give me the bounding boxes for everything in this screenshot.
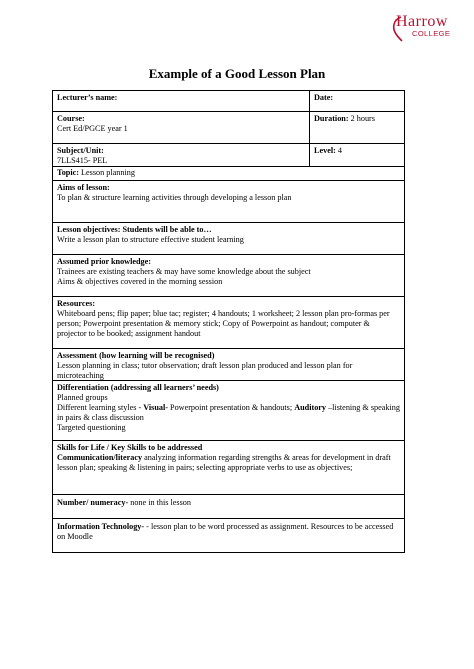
- prior-knowledge-cell: [53, 255, 404, 296]
- subject-value: 7LLS415- PEL: [57, 156, 108, 165]
- duration-cell: [310, 112, 404, 143]
- logo-subtitle: COLLEGE: [412, 29, 451, 38]
- visual-text: Powerpoint presentation & handouts;: [167, 403, 295, 412]
- skills-cell: [53, 441, 404, 494]
- prior-knowledge-line: Aims & objectives covered in the morning session: [57, 277, 223, 286]
- differentiation-line: Targeted questioning: [57, 423, 126, 432]
- row-topic: [52, 167, 405, 181]
- lecturer-label: Lecturer’s name:: [57, 93, 118, 102]
- lesson-plan-table: [52, 90, 405, 553]
- row-differentiation: [52, 381, 405, 441]
- date-label: Date:: [314, 93, 334, 102]
- row-numeracy: [52, 495, 405, 519]
- row-subject-level: [52, 144, 405, 167]
- differentiation-learning-styles: [57, 403, 400, 423]
- numeracy-label: Number/ numeracy-: [57, 498, 129, 507]
- differentiation-line: Planned groups: [57, 393, 108, 402]
- resources-label: Resources:: [57, 299, 96, 308]
- it-value: - lesson plan to be word processed as assignment. Resources to be accessed on Moodle: [57, 522, 394, 541]
- prior-knowledge-label: Assumed prior knowledge:: [57, 257, 152, 266]
- row-assessment: [52, 349, 405, 381]
- page-title: Example of a Good Lesson Plan: [148, 66, 326, 81]
- topic-value: Lesson planning: [79, 168, 135, 177]
- course-value: Cert Ed/PGCE year 1: [57, 124, 128, 133]
- assessment-value: Lesson planning in class; tutor observation; draft lesson plan produced and lesson plan for microteaching: [57, 361, 353, 380]
- duration-label: Duration:: [314, 114, 349, 123]
- auditory-label: Auditory: [294, 403, 327, 412]
- resources-value: Whiteboard pens; flip paper; blue tac; register; 4 handouts; 1 worksheet; 2 lesson plan pro-formas per person; Powerpoint presentation & memory stick; Copy of Powerpoint as handout; computer & projector to be booked; assignment handout: [57, 309, 390, 338]
- skills-label: Skills for Life / Key Skills to be addressed: [57, 443, 203, 452]
- numeracy-cell: [53, 495, 404, 518]
- row-lecturer-date: [52, 90, 405, 112]
- it-label: Information Technology-: [57, 522, 145, 531]
- duration-value: 2 hours: [348, 114, 375, 123]
- level-value: 4: [335, 146, 342, 155]
- topic-cell: [53, 167, 404, 180]
- assessment-cell: [53, 349, 404, 380]
- harrow-college-logo: [390, 14, 464, 46]
- level-label: Level:: [314, 146, 336, 155]
- resources-cell: [53, 297, 404, 348]
- subject-cell: [53, 144, 310, 166]
- level-cell: [310, 144, 404, 166]
- visual-label: Visual-: [143, 403, 168, 412]
- differentiation-cell: [53, 381, 404, 440]
- communication-text: [57, 453, 391, 472]
- row-prior-knowledge: [52, 255, 405, 297]
- course-label: Course:: [57, 114, 85, 123]
- communication-label: Communication/literacy: [57, 453, 143, 462]
- row-aims: [52, 181, 405, 223]
- row-course-duration: [52, 112, 405, 144]
- row-information-technology: [52, 519, 405, 553]
- objectives-label: Lesson objectives: Students will be able to…: [57, 225, 212, 234]
- row-skills: [52, 441, 405, 495]
- auditory-text: –listening & speaking in pairs & class discussion: [57, 403, 400, 422]
- subject-label: Subject/Unit:: [57, 146, 104, 155]
- differentiation-label: Differentiation (addressing all learners’ needs): [57, 383, 219, 392]
- row-resources: [52, 297, 405, 349]
- date-cell: [310, 91, 404, 111]
- objectives-value: Write a lesson plan to structure effective student learning: [57, 235, 244, 244]
- numeracy-value: none in this lesson: [128, 498, 191, 507]
- aims-cell: [53, 181, 404, 222]
- it-cell: [53, 519, 404, 552]
- assessment-label: Assessment (how learning will be recognised): [57, 351, 215, 360]
- course-cell: [53, 112, 310, 143]
- aims-label: Aims of lesson:: [57, 183, 110, 192]
- learning-styles-text: Different learning styles -: [57, 403, 144, 412]
- communication-value: analyzing information regarding strengths & areas for development in draft lesson plan; speaking & listening in pairs; selecting appropriate verbs to use as objectives;: [57, 453, 391, 472]
- row-objectives: [52, 223, 405, 255]
- prior-knowledge-line: Trainees are existing teachers & may have some knowledge about the subject: [57, 267, 311, 276]
- aims-value: To plan & structure learning activities through developing a lesson plan: [57, 193, 292, 202]
- objectives-cell: [53, 223, 404, 254]
- lecturer-cell: [53, 91, 310, 111]
- logo-wordmark: Harrow: [396, 13, 448, 30]
- topic-label: Topic:: [57, 168, 79, 177]
